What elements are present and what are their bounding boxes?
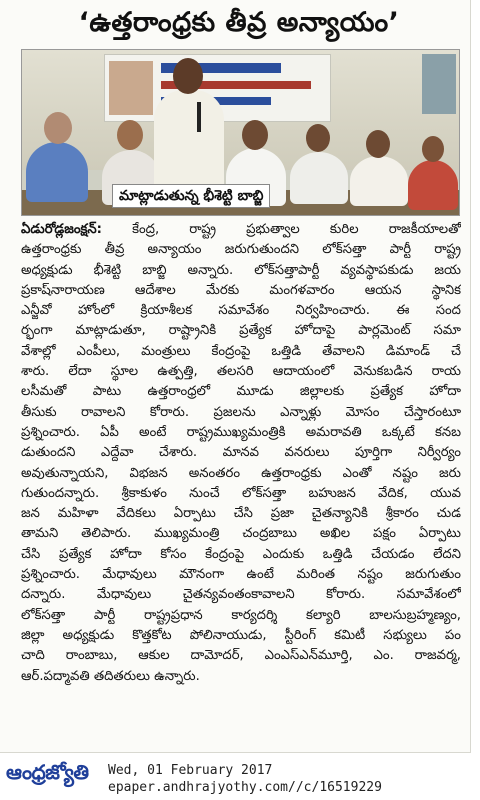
- speaker-head: [173, 58, 203, 94]
- photo-window: [422, 54, 456, 114]
- banner-portrait: [109, 61, 153, 115]
- article-line: ఏడురోడ్లజంక్షన్: కేంద్ర, రాష్ట్ర ప్రభుత్వాల కురిల రాజకీయాలతో: [21, 222, 461, 237]
- person-head: [366, 130, 390, 158]
- article-line: తీసుకు రావాలని కోరారు. ప్రజలను ఎన్నాళ్లు మోసం చేస్తారంటూ: [21, 404, 461, 420]
- person-head: [422, 136, 444, 162]
- article-line: లోక్‌సత్తా పార్టీ రాష్ట్రప్రధాన కార్యదర్శి కల్యారి బాలసుబ్రహ్మణ్యం,: [21, 607, 461, 623]
- article-line: చాది రాంబాబు, ఆకుల దామోదర్, ఎంఎస్ఎన్‌మూర్తి, ఎం. రాజవర్మ,: [21, 648, 461, 664]
- andhrajyothy-logo[interactable]: ఆంధ్రజ్యోతి: [6, 760, 89, 784]
- article-line: ఎన్జీవో హోంలో క్రియాశీలక సమావేశం నిర్వహించారు. ఈ సంద: [21, 303, 461, 319]
- seated-person: [26, 142, 88, 202]
- dateline: ఏడురోడ్లజంక్షన్:: [21, 222, 102, 237]
- article-line: తామని తెలిపారు. ముఖ్యమంత్రి చంద్రబాబు అఖిల పక్షం ఏర్పాటు: [21, 526, 461, 542]
- headline: ‘ఉత్తరాంధ్రకు తీవ్ర అన్యాయం’: [78, 7, 400, 38]
- article-line: అధ్యక్షుడు భీశెట్టి బాబ్జి అన్నారు. లోక్‌సత్తాపార్టీ వ్యవస్థాపకుడు జయ: [21, 262, 461, 278]
- seated-person: [350, 156, 408, 206]
- microphone-icon: [197, 102, 201, 132]
- seated-person: [290, 152, 348, 204]
- photo-caption: మాట్లాడుతున్న భీశెట్టి బాబ్జి: [112, 184, 270, 208]
- article-line: అవుతున్నాయని, విభజన అనంతరం ఉత్తరాంధ్రకు ఎంతో నష్టం జరు: [21, 465, 461, 481]
- article-line: డుతుందని ఎద్దేవా చేశారు. మానవ వనరులు పూర్తిగా నిర్వీర్యం: [21, 445, 461, 461]
- article-line: ప్రశ్నించారు. మేధావులు మౌనంగా ఉంటే మరింత నష్టం జరుగుతుం: [21, 567, 461, 583]
- edition-date: Wed, 01 February 2017: [108, 763, 273, 778]
- news-photo: [21, 49, 460, 216]
- epaper-link[interactable]: epaper.andhrajyothy.com//c/16519229: [108, 780, 382, 795]
- seated-person: [408, 160, 458, 210]
- article-line: లసీమతో పాటు ఉత్తరాంధ్రలో మూడు జిల్లాలకు ప్రత్యేక హోదా: [21, 384, 461, 400]
- article-line: గుతుందన్నారు. శ్రీకాకుళం నుంచే లోక్‌సత్తా బహుజన వేదిక, యువ: [21, 485, 461, 501]
- epaper-footer: [0, 760, 480, 800]
- person-head: [242, 120, 268, 150]
- article-line: శారు. లేదా స్థూల ఉత్పత్తి, తలసరి ఆదాయంలో వెనుకబడిన రాయ: [21, 364, 461, 380]
- article-line: దన్నారు. మేధావులు చైతన్యవంతంకావాలని కోరారు. సమావేశంలో: [21, 587, 461, 603]
- article-line: ఆర్.పద్మావతి తదితరులు ఉన్నారు.: [21, 668, 200, 684]
- person-head: [44, 112, 72, 144]
- article-line: ప్రశ్నించారు. ఏపీ అంటే రాష్ట్రముఖ్యమంత్రికి అమరావతి ఒక్కటే కనబ: [21, 424, 461, 440]
- person-head: [117, 120, 143, 150]
- article-line: జిల్లా అధ్యక్షుడు కొత్తకోట పోలినాయుడు, స్టీరింగ్ కమిటీ సభ్యులు పం: [21, 627, 461, 643]
- article-line: ప్రకాష్‌నారాయణ ఆదేశాల మేరకు మంగళవారం ఆయన స్థానిక: [21, 282, 461, 298]
- person-head: [306, 124, 330, 152]
- article-line: ర్భంగా మాట్లాడుతూ, రాష్ట్రానికి ప్రత్యేక హోదాపై పార్లమెంట్ సమా: [21, 323, 461, 339]
- article-line: వేశాల్లో ఎంపీలు, మంత్రులు కేంద్రంపై ఒత్తిడి తేవాలని డిమాండ్ చే: [21, 343, 461, 359]
- article-body: [21, 220, 461, 687]
- article-line: జన మహిళా వేదికలు ఏర్పాటు చేసి ప్రజా చైతన్యానికి శ్రీకారం చుడ: [21, 506, 461, 522]
- article-line: చేసి ప్రత్యేక హోదా కోసం కేంద్రంపై ఎందుకు ఒత్తిడి చేయడం లేదని: [21, 546, 461, 562]
- article-line: ఉత్తరాంధ్రకు తీవ్ర అన్యాయం జరుగుతుందని లోక్‌సత్తా పార్టీ రాష్ట్ర: [21, 242, 461, 258]
